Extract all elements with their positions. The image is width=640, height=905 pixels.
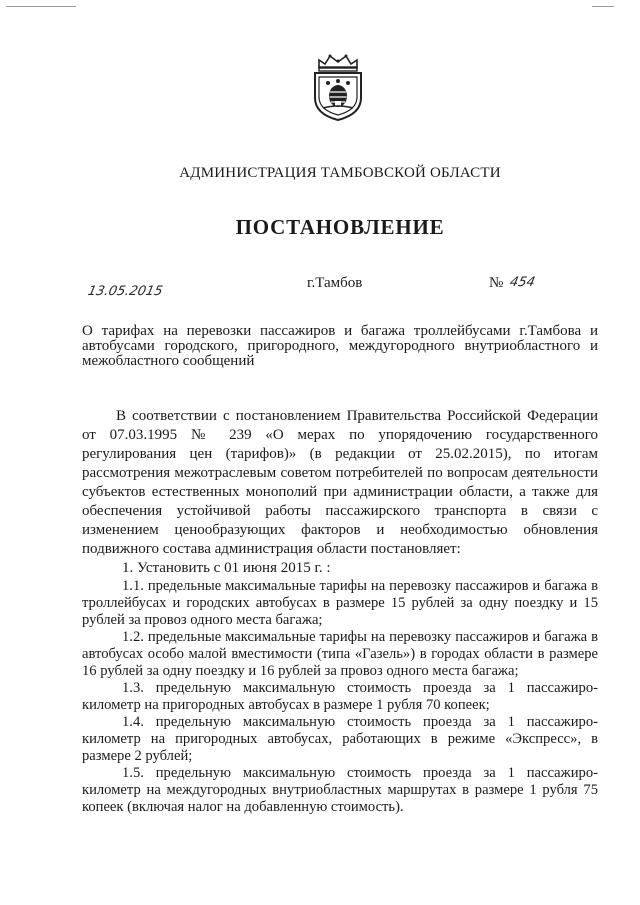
document-type: ПОСТАНОВЛЕНИЕ <box>235 215 445 239</box>
tambov-coat-of-arms-icon <box>309 52 367 122</box>
organization-title: АДМИНИСТРАЦИЯ ТАМБОВСКОЙ ОБЛАСТИ <box>179 165 501 181</box>
document-number: 454 <box>508 275 537 290</box>
point-1: 1. Установить с 01 июня 2015 г. : <box>122 560 331 576</box>
item-1-2: 1.2. предельные максимальные тарифы на перевозку пассажиров и багажа в автобусах особо малой вместимости (типа «Газель») в городах области в размере 16 рублей за одну поездку и 16 рублей за провоз одного места багажа; <box>82 629 598 679</box>
document-date: 13.05.2015 <box>86 284 165 299</box>
preamble-paragraph: В соответствии с постановлением Правительства Российской Федерации от 07.03.1995 № 239 «О мерах по упорядочению государственного регулирования цен (тарифов)» (в редакции от 25.02.2015), по итогам рассмотрения межотраслевым советом потребителей по вопросам деятельности субъектов естественных монополий при администрации области, а также для обеспечения устойчивой работы пассажирского транспорта в связи с изменением ценообразующих факторов и необходимостью обновления подвижного состава администрация области постановляет: <box>82 408 598 557</box>
scan-artifact <box>6 6 76 7</box>
scan-artifact <box>592 6 614 7</box>
document-body <box>82 407 598 816</box>
document-city: г.Тамбов <box>307 275 363 291</box>
document-subject: О тарифах на перевозки пассажиров и багажа троллейбусами г.Тамбова и автобусами городского, пригородного, междугородного внутриобластного и межобластного сообщений <box>82 323 598 369</box>
document-number-label: № <box>489 275 504 291</box>
item-1-4: 1.4. предельную максимальную стоимость проезда за 1 пассажиро-километр на пригородных автобусах, работающих в режиме «Экспресс», в размере 2 рублей; <box>82 714 598 764</box>
item-1-1: 1.1. предельные максимальные тарифы на перевозку пассажиров и багажа в троллейбусах и городских автобусах в размере 15 рублей за одну поездку и 15 рублей за провоз одного места багажа; <box>82 578 598 628</box>
item-1-5: 1.5. предельную максимальную стоимость проезда за 1 пассажиро-километр на междугородных внутриобластных маршрутах в размере 1 рубля 75 копеек (включая налог на добавленную стоимость). <box>82 765 598 815</box>
item-1-3: 1.3. предельную максимальную стоимость проезда за 1 пассажиро-километр на пригородных автобусах в размере 1 рубля 70 копеек; <box>82 680 598 713</box>
